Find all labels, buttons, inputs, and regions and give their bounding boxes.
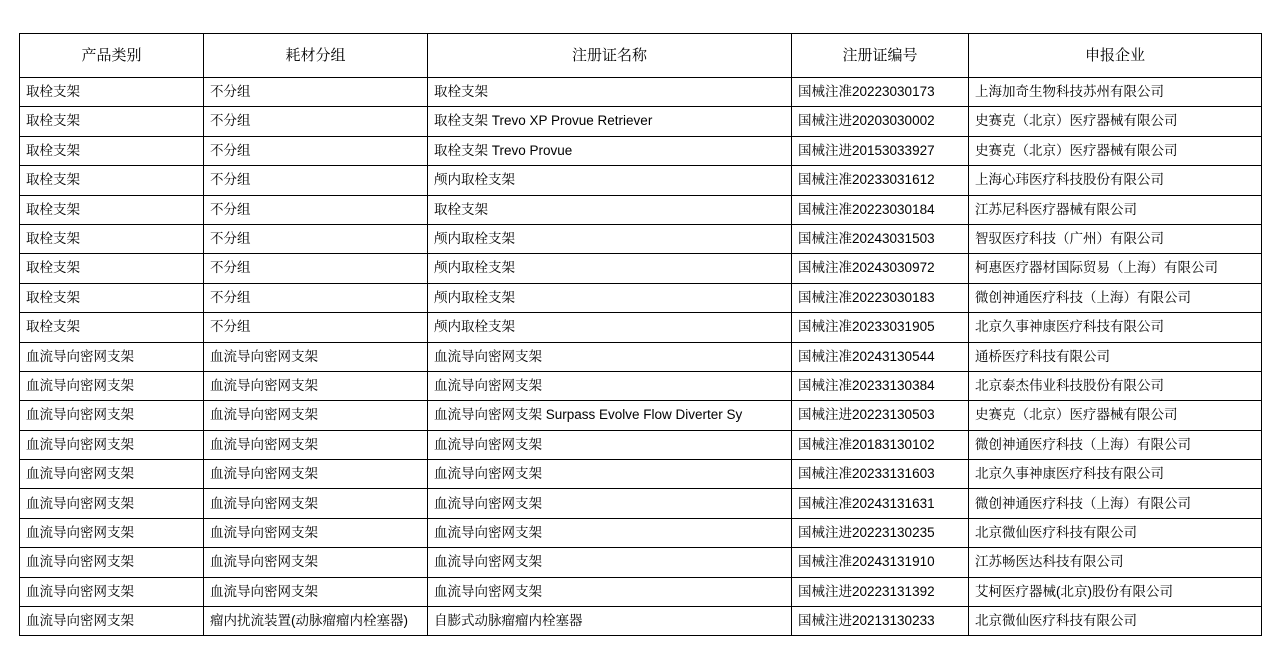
table-row (20, 342, 1262, 371)
cell-consumable-group (204, 577, 428, 606)
cell-certificate-number-text: 国械注进20153033927 (798, 142, 935, 158)
cell-certificate-name-text: 血流导向密网支架 (434, 348, 542, 364)
cell-certificate-number-text: 国械注进20223130235 (798, 524, 935, 540)
table-row (20, 254, 1262, 283)
cell-applicant-company (969, 430, 1262, 459)
cell-applicant-company-text: 北京久事神康医疗科技有限公司 (975, 466, 1164, 482)
cell-consumable-group-text: 血流导向密网支架 (210, 495, 318, 511)
cell-certificate-name-text: 取栓支架 (434, 84, 488, 100)
cell-certificate-number-text: 国械注准20233031905 (798, 319, 935, 335)
table-row (20, 607, 1262, 636)
cell-applicant-company (969, 577, 1262, 606)
cell-certificate-name-text: 颅内取栓支架 (434, 319, 515, 335)
cell-applicant-company (969, 342, 1262, 371)
cell-certificate-name (428, 577, 792, 606)
table-row (20, 518, 1262, 547)
cell-certificate-number (792, 166, 969, 195)
cell-certificate-name (428, 489, 792, 518)
cell-consumable-group-text: 不分组 (210, 142, 251, 158)
cell-consumable-group-text: 血流导向密网支架 (210, 524, 318, 540)
cell-product-category-text: 取栓支架 (26, 113, 80, 129)
cell-consumable-group (204, 518, 428, 547)
cell-certificate-number (792, 283, 969, 312)
column-header-product-category: 产品类别 (20, 34, 204, 78)
cell-product-category (20, 78, 204, 107)
cell-applicant-company-text: 北京微仙医疗科技有限公司 (975, 524, 1137, 540)
cell-certificate-name-text: 颅内取栓支架 (434, 260, 515, 276)
table-row (20, 136, 1262, 165)
cell-product-category (20, 430, 204, 459)
cell-certificate-number (792, 577, 969, 606)
cell-product-category-text: 取栓支架 (26, 84, 80, 100)
cell-certificate-name-text: 血流导向密网支架 Surpass Evolve Flow Diverter Sy (434, 407, 743, 423)
cell-consumable-group-text: 血流导向密网支架 (210, 466, 318, 482)
cell-certificate-name (428, 401, 792, 430)
cell-product-category-text: 血流导向密网支架 (26, 378, 134, 393)
cell-certificate-name (428, 166, 792, 195)
cell-certificate-number-text: 国械注进20203030002 (798, 113, 935, 129)
cell-applicant-company (969, 254, 1262, 283)
cell-applicant-company (969, 283, 1262, 312)
table-row (20, 224, 1262, 253)
cell-certificate-number-text: 国械注准20233130384 (798, 378, 935, 393)
cell-consumable-group-text: 不分组 (210, 319, 251, 335)
cell-applicant-company-text: 艾柯医疗器械(北京)股份有限公司 (975, 583, 1173, 599)
cell-consumable-group (204, 254, 428, 283)
table-row (20, 166, 1262, 195)
cell-consumable-group (204, 136, 428, 165)
cell-certificate-number (792, 460, 969, 489)
cell-certificate-number (792, 107, 969, 136)
cell-product-category (20, 577, 204, 606)
cell-certificate-name-text: 血流导向密网支架 (434, 436, 542, 452)
cell-consumable-group (204, 489, 428, 518)
cell-certificate-name (428, 283, 792, 312)
cell-certificate-name-text: 血流导向密网支架 (434, 524, 542, 540)
cell-applicant-company-text: 上海心玮医疗科技股份有限公司 (975, 172, 1164, 188)
cell-product-category (20, 254, 204, 283)
cell-consumable-group (204, 283, 428, 312)
cell-certificate-name-text: 血流导向密网支架 (434, 495, 542, 511)
cell-consumable-group (204, 313, 428, 342)
cell-applicant-company (969, 166, 1262, 195)
cell-certificate-number-text: 国械注准20243030972 (798, 260, 935, 276)
cell-certificate-name (428, 254, 792, 283)
cell-certificate-name-text: 取栓支架 Trevo Provue (434, 142, 573, 158)
table-row (20, 430, 1262, 459)
cell-consumable-group (204, 607, 428, 636)
cell-consumable-group (204, 166, 428, 195)
cell-product-category-text: 血流导向密网支架 (26, 613, 134, 629)
cell-consumable-group (204, 224, 428, 253)
column-header-certificate-number: 注册证编号 (792, 34, 969, 78)
cell-certificate-name (428, 607, 792, 636)
cell-applicant-company-text: 北京微仙医疗科技有限公司 (975, 613, 1137, 629)
cell-product-category (20, 489, 204, 518)
cell-consumable-group-text: 不分组 (210, 113, 251, 129)
cell-applicant-company-text: 通桥医疗科技有限公司 (975, 348, 1110, 364)
cell-certificate-name-text: 取栓支架 (434, 201, 488, 217)
cell-certificate-name-text: 取栓支架 Trevo XP Provue Retriever (434, 113, 653, 129)
cell-product-category (20, 401, 204, 430)
cell-certificate-name (428, 430, 792, 459)
cell-certificate-number (792, 548, 969, 577)
cell-consumable-group-text: 血流导向密网支架 (210, 554, 318, 570)
registration-certificate-table (19, 33, 1262, 636)
cell-consumable-group (204, 548, 428, 577)
cell-product-category (20, 224, 204, 253)
cell-product-category (20, 371, 204, 400)
cell-product-category (20, 342, 204, 371)
cell-certificate-number (792, 313, 969, 342)
cell-applicant-company-text: 微创神通医疗科技（上海）有限公司 (975, 289, 1191, 305)
cell-product-category-text: 血流导向密网支架 (26, 524, 134, 540)
cell-applicant-company (969, 518, 1262, 547)
table-row (20, 460, 1262, 489)
column-header-certificate-name: 注册证名称 (428, 34, 792, 78)
cell-product-category (20, 313, 204, 342)
column-header-applicant-company: 申报企业 (969, 34, 1262, 78)
cell-applicant-company (969, 548, 1262, 577)
cell-certificate-number (792, 136, 969, 165)
table-header (20, 34, 1262, 78)
cell-consumable-group-text: 不分组 (210, 231, 251, 247)
cell-certificate-name-text: 血流导向密网支架 (434, 378, 542, 393)
cell-consumable-group-text: 血流导向密网支架 (210, 407, 318, 423)
cell-consumable-group (204, 195, 428, 224)
cell-applicant-company-text: 柯惠医疗器材国际贸易（上海）有限公司 (975, 260, 1218, 276)
cell-certificate-number (792, 489, 969, 518)
cell-product-category-text: 血流导向密网支架 (26, 495, 134, 511)
cell-consumable-group-text: 不分组 (210, 84, 251, 100)
cell-product-category (20, 283, 204, 312)
cell-product-category-text: 取栓支架 (26, 260, 80, 276)
cell-applicant-company (969, 401, 1262, 430)
cell-applicant-company (969, 107, 1262, 136)
cell-product-category (20, 548, 204, 577)
cell-applicant-company-text: 史赛克（北京）医疗器械有限公司 (975, 142, 1178, 158)
cell-applicant-company-text: 江苏畅医达科技有限公司 (975, 554, 1124, 570)
cell-certificate-name (428, 518, 792, 547)
table-row (20, 548, 1262, 577)
cell-product-category (20, 195, 204, 224)
cell-applicant-company (969, 78, 1262, 107)
cell-product-category-text: 血流导向密网支架 (26, 554, 134, 570)
cell-consumable-group-text: 不分组 (210, 260, 251, 276)
cell-consumable-group (204, 401, 428, 430)
cell-consumable-group-text: 不分组 (210, 201, 251, 217)
cell-product-category (20, 136, 204, 165)
cell-certificate-number-text: 国械注准20183130102 (798, 436, 935, 452)
cell-consumable-group-text: 血流导向密网支架 (210, 436, 318, 452)
cell-certificate-name (428, 342, 792, 371)
table-row (20, 401, 1262, 430)
cell-certificate-name-text: 血流导向密网支架 (434, 583, 542, 599)
cell-consumable-group-text: 不分组 (210, 289, 251, 305)
cell-consumable-group-text: 不分组 (210, 172, 251, 188)
cell-applicant-company-text: 史赛克（北京）医疗器械有限公司 (975, 113, 1178, 129)
cell-applicant-company (969, 489, 1262, 518)
cell-consumable-group-text: 血流导向密网支架 (210, 378, 318, 393)
table-row (20, 107, 1262, 136)
cell-certificate-number (792, 254, 969, 283)
cell-certificate-name (428, 548, 792, 577)
cell-consumable-group (204, 460, 428, 489)
cell-applicant-company-text: 史赛克（北京）医疗器械有限公司 (975, 407, 1178, 423)
cell-certificate-number (792, 401, 969, 430)
cell-certificate-number (792, 371, 969, 400)
cell-certificate-number (792, 518, 969, 547)
table-row (20, 78, 1262, 107)
cell-certificate-name-text: 颅内取栓支架 (434, 231, 515, 247)
cell-product-category (20, 107, 204, 136)
cell-certificate-number (792, 607, 969, 636)
cell-applicant-company (969, 313, 1262, 342)
cell-applicant-company-text: 微创神通医疗科技（上海）有限公司 (975, 436, 1191, 452)
cell-product-category (20, 460, 204, 489)
cell-applicant-company (969, 607, 1262, 636)
cell-product-category-text: 取栓支架 (26, 172, 80, 188)
cell-certificate-number-text: 国械注进20223130503 (798, 407, 935, 423)
cell-product-category-text: 血流导向密网支架 (26, 583, 134, 599)
cell-consumable-group (204, 371, 428, 400)
cell-product-category-text: 血流导向密网支架 (26, 436, 134, 452)
cell-certificate-number-text: 国械注准20243131631 (798, 495, 935, 511)
cell-certificate-number-text: 国械注准20243131910 (798, 554, 935, 570)
cell-certificate-number (792, 224, 969, 253)
cell-certificate-name (428, 460, 792, 489)
cell-product-category-text: 取栓支架 (26, 289, 80, 305)
table-header-row (20, 34, 1262, 78)
cell-certificate-name (428, 107, 792, 136)
cell-consumable-group (204, 78, 428, 107)
cell-applicant-company-text: 上海加奇生物科技苏州有限公司 (975, 84, 1164, 100)
cell-consumable-group-text: 血流导向密网支架 (210, 583, 318, 599)
cell-certificate-name (428, 136, 792, 165)
table-body (20, 78, 1262, 636)
cell-product-category (20, 607, 204, 636)
cell-product-category-text: 血流导向密网支架 (26, 407, 134, 423)
cell-consumable-group (204, 107, 428, 136)
cell-applicant-company (969, 460, 1262, 489)
cell-certificate-number-text: 国械注准20223030184 (798, 201, 935, 217)
cell-consumable-group (204, 342, 428, 371)
cell-certificate-number-text: 国械注准20243031503 (798, 231, 935, 247)
table-row (20, 489, 1262, 518)
cell-applicant-company-text: 北京泰杰伟业科技股份有限公司 (975, 378, 1164, 393)
cell-certificate-number-text: 国械注准20243130544 (798, 348, 935, 364)
cell-certificate-name (428, 78, 792, 107)
table-row (20, 313, 1262, 342)
cell-product-category-text: 血流导向密网支架 (26, 466, 134, 482)
cell-applicant-company-text: 江苏尼科医疗器械有限公司 (975, 201, 1137, 217)
table-row (20, 577, 1262, 606)
cell-certificate-number (792, 430, 969, 459)
cell-certificate-number-text: 国械注准20233131603 (798, 466, 935, 482)
cell-product-category (20, 518, 204, 547)
table-row (20, 195, 1262, 224)
cell-certificate-name (428, 313, 792, 342)
table-row (20, 283, 1262, 312)
cell-certificate-number (792, 78, 969, 107)
cell-applicant-company-text: 微创神通医疗科技（上海）有限公司 (975, 495, 1191, 511)
cell-product-category-text: 取栓支架 (26, 201, 80, 217)
cell-product-category-text: 取栓支架 (26, 319, 80, 335)
cell-product-category-text: 取栓支架 (26, 142, 80, 158)
cell-consumable-group-text: 瘤内扰流装置(动脉瘤瘤内栓塞器) (210, 613, 408, 629)
cell-certificate-number (792, 342, 969, 371)
cell-certificate-name (428, 224, 792, 253)
cell-product-category (20, 166, 204, 195)
cell-certificate-name (428, 371, 792, 400)
cell-certificate-name-text: 颅内取栓支架 (434, 172, 515, 188)
table-row (20, 371, 1262, 400)
cell-product-category-text: 取栓支架 (26, 231, 80, 247)
column-header-consumable-group: 耗材分组 (204, 34, 428, 78)
cell-certificate-number-text: 国械注准20223030173 (798, 84, 935, 100)
cell-certificate-number-text: 国械注准20223030183 (798, 289, 935, 305)
cell-applicant-company (969, 195, 1262, 224)
cell-applicant-company (969, 224, 1262, 253)
cell-product-category-text: 血流导向密网支架 (26, 348, 134, 364)
cell-certificate-name-text: 血流导向密网支架 (434, 554, 542, 570)
cell-certificate-name-text: 颅内取栓支架 (434, 289, 515, 305)
cell-certificate-number-text: 国械注进20213130233 (798, 613, 935, 629)
cell-certificate-name (428, 195, 792, 224)
cell-certificate-number-text: 国械注进20223131392 (798, 583, 935, 599)
cell-applicant-company-text: 智驭医疗科技（广州）有限公司 (975, 231, 1164, 247)
cell-consumable-group-text: 血流导向密网支架 (210, 348, 318, 364)
cell-applicant-company (969, 136, 1262, 165)
cell-applicant-company-text: 北京久事神康医疗科技有限公司 (975, 319, 1164, 335)
cell-consumable-group (204, 430, 428, 459)
cell-certificate-number-text: 国械注准20233031612 (798, 172, 935, 188)
cell-certificate-number (792, 195, 969, 224)
cell-certificate-name-text: 血流导向密网支架 (434, 466, 542, 482)
cell-applicant-company (969, 371, 1262, 400)
cell-certificate-name-text: 自膨式动脉瘤瘤内栓塞器 (434, 613, 583, 629)
